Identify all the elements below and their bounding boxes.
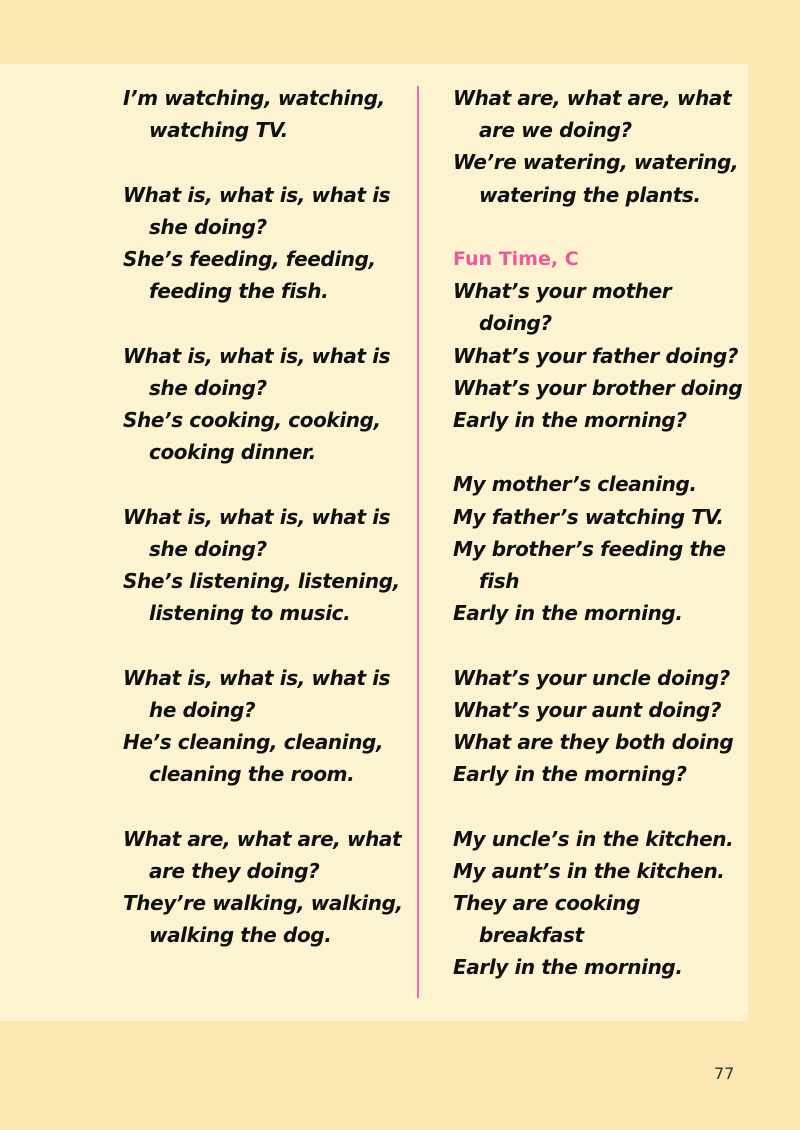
lyric-line: watching TV. (149, 118, 288, 143)
song-stanza (123, 501, 413, 630)
lyric-line: My mother’s cleaning. (453, 472, 697, 497)
lyric-line: What’s your brother doing (453, 375, 743, 400)
lyric-line: We’re watering, watering, (453, 150, 739, 175)
song-stanza (453, 82, 743, 211)
left-column (123, 82, 413, 951)
song-stanza (123, 82, 413, 146)
lyric-line: fish (479, 569, 520, 594)
lyric-line: feeding the fish. (149, 279, 329, 304)
lyric-line: listening to music. (149, 601, 351, 626)
lyric-line: are they doing? (149, 858, 320, 883)
lyric-line: My father’s watching TV. (453, 504, 724, 529)
lyric-line: he doing? (149, 697, 256, 722)
lyric-line: He’s cleaning, cleaning, (123, 730, 384, 754)
right-column (453, 82, 743, 984)
lyric-line: What is, what is, what is (123, 504, 391, 529)
lyric-line: What’s your uncle doing? (453, 665, 730, 690)
lyric-line: Early in the morning? (453, 408, 687, 433)
lyric-line: My uncle’s in the kitchen. (453, 826, 734, 851)
lyric-line: cleaning the room. (149, 762, 355, 787)
song-stanza (123, 823, 413, 952)
lyric-line: breakfast (479, 923, 584, 948)
lyric-line: Early in the morning? (453, 762, 687, 787)
lyric-line: What is, what is, what is (123, 665, 391, 690)
lyric-line: What is, what is, what is (123, 343, 391, 368)
lyric-line: They’re walking, walking, (123, 891, 403, 915)
lyric-line: She’s cooking, cooking, (123, 408, 381, 432)
lyric-line: My brother’s feeding the (453, 536, 726, 561)
page-number: 77 (714, 1064, 735, 1083)
lyric-line: cooking dinner. (149, 440, 316, 465)
song-stanza (453, 243, 743, 436)
song-stanza (453, 823, 743, 984)
song-stanza (453, 662, 743, 791)
lyric-line: Early in the morning. (453, 955, 683, 980)
song-stanza (123, 662, 413, 791)
lyric-line: She’s feeding, feeding, (123, 247, 376, 271)
lyric-line: What are they both doing (453, 730, 734, 755)
lyric-line: are we doing? (479, 118, 632, 143)
column-divider (417, 86, 419, 998)
lyric-line: doing? (479, 311, 552, 336)
song-stanza (453, 468, 743, 629)
lyric-line: What are, what are, what (453, 86, 732, 110)
lyric-line: she doing? (149, 375, 267, 400)
lyric-line: What is, what is, what is (123, 182, 391, 207)
song-stanza (123, 179, 413, 308)
lyric-line: My aunt’s in the kitchen. (453, 858, 725, 883)
lyric-line: watering the plants. (479, 182, 701, 207)
lyric-line: I’m watching, watching, (123, 86, 385, 110)
lyric-line: she doing? (149, 214, 267, 239)
lyric-line: walking the dog. (149, 923, 332, 948)
lyric-line: What’s your aunt doing? (453, 697, 722, 722)
lyric-line: What are, what are, what (123, 826, 402, 851)
song-stanza (123, 340, 413, 469)
section-heading: Fun Time, C (453, 248, 579, 270)
lyric-line: What’s your father doing? (453, 343, 739, 368)
lyric-line: Early in the morning. (453, 601, 683, 626)
lyric-line: They are cooking (453, 891, 640, 916)
lyric-line: She’s listening, listening, (123, 569, 400, 593)
lyric-line: she doing? (149, 536, 267, 561)
lyric-line: What’s your mother (453, 279, 672, 304)
